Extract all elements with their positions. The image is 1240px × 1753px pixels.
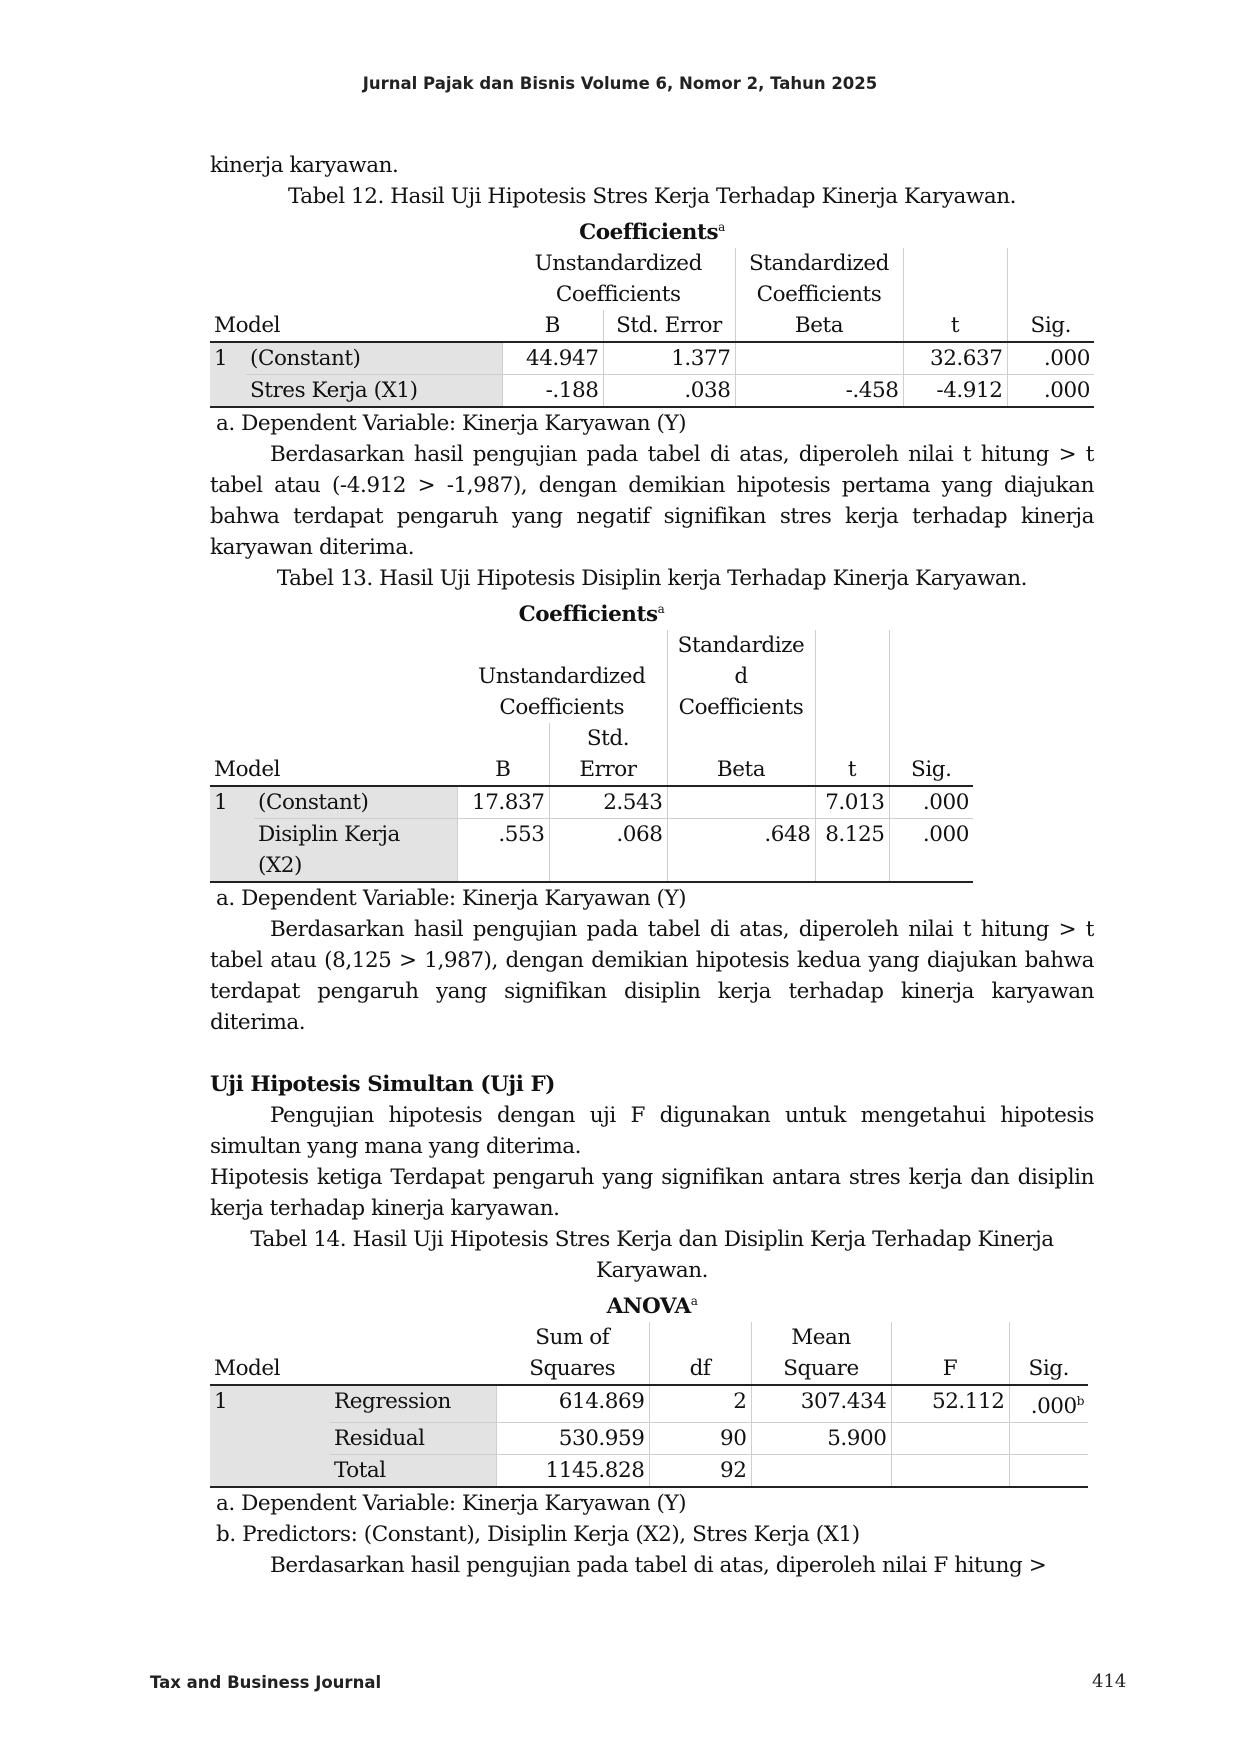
- table12-col-b: B: [544, 313, 560, 338]
- table13: [210, 630, 973, 883]
- page-number: 414: [1092, 1671, 1127, 1692]
- table14-note-b: b. Predictors: (Constant), Disiplin Kerja (X2), Stres Kerja (X1): [216, 1522, 860, 1547]
- table-row: Total 1145.828 92: [210, 1455, 1088, 1488]
- table-row: 1 (Constant) 44.947 1.377 32.637 .000: [210, 342, 1094, 375]
- table14-col-ss: Sum of Squares: [529, 1325, 616, 1381]
- table14-col-model: Model: [214, 1356, 281, 1381]
- table13-col-sig: Sig.: [889, 723, 973, 786]
- paragraph-2: Berdasarkan hasil pengujian pada tabel di atas, diperoleh nilai t hitung > t tabel atau (8,125 > 1,987), dengan demikian hipotesis kedua yang diajukan bahwa terdapat pengaruh yang signifikan disiplin kerja terhadap kinerja karyawan diterima.: [210, 917, 1094, 1035]
- table13-col-model: Model: [214, 757, 281, 782]
- table13-col-t: t: [815, 723, 889, 786]
- table14-note-a: a. Dependent Variable: Kinerja Karyawan (Y): [216, 1491, 687, 1516]
- table12-col-beta: Beta: [735, 310, 903, 342]
- section-heading: Uji Hipotesis Simultan (Uji F): [210, 1072, 556, 1097]
- table14-col-f: F: [891, 1322, 1009, 1385]
- table13-note: a. Dependent Variable: Kinerja Karyawan (Y): [216, 886, 687, 911]
- paragraph-1: Berdasarkan hasil pengujian pada tabel di atas, diperoleh nilai t hitung > t tabel atau (-4.912 > -1,987), dengan demikian hipotesis pertama yang diajukan bahwa terdapat pengaruh yang negatif signifikan stres kerja terhadap kinerja karyawan diterima.: [210, 442, 1094, 560]
- table-row: Residual 530.959 90 5.900: [210, 1423, 1088, 1455]
- table14-col-ms: Mean Square: [751, 1322, 891, 1385]
- table13-col-se: Std. Error: [549, 723, 667, 786]
- table13-col-beta: Beta: [667, 723, 815, 786]
- table12: [210, 248, 1094, 408]
- table13-col-b: B: [495, 757, 511, 782]
- page-content: [210, 150, 1094, 1581]
- table-row: Stres Kerja (X1) -.188 .038 -.458 -4.912 .000: [210, 375, 1094, 408]
- paragraph-3: Pengujian hipotesis dengan uji F digunakan untuk mengetahui hipotesis simultan yang mana yang diterima.: [210, 1103, 1094, 1159]
- table12-caption: Tabel 12. Hasil Uji Hipotesis Stres Kerja Terhadap Kinerja Karyawan.: [288, 184, 1016, 209]
- table13-title: Coefficients$^a$: [518, 602, 665, 627]
- table14: [210, 1322, 1088, 1488]
- table12-group-std: Standardized Coefficients: [735, 248, 903, 310]
- table12-col-se: Std. Error: [603, 310, 735, 342]
- table-row: 1 (Constant) 17.837 2.543 7.013 .000: [210, 786, 973, 819]
- table13-group-std: Standardize d Coefficients: [667, 630, 815, 723]
- table-row: 1 Regression 614.869 2 307.434 52.112 .000$^b$: [210, 1385, 1088, 1423]
- table12-col-model: Model: [214, 313, 281, 338]
- footer-journal: Tax and Business Journal: [150, 1673, 382, 1692]
- table14-col-df: df: [649, 1322, 751, 1385]
- table-row: Disiplin Kerja (X2) .553 .068 .648 8.125 .000: [210, 819, 973, 883]
- table12-col-sig: Sig.: [1007, 310, 1094, 342]
- table12-title: Coefficients$^a$: [579, 220, 725, 245]
- table12-group-unstd: Unstandardized Coefficients: [534, 251, 702, 307]
- table14-caption: Tabel 14. Hasil Uji Hipotesis Stres Kerja dan Disiplin Kerja Terhadap Kinerja Karyawan.: [250, 1227, 1054, 1283]
- paragraph-5: Berdasarkan hasil pengujian pada tabel di atas, diperoleh nilai F hitung >: [270, 1553, 1047, 1578]
- table12-col-t: t: [903, 310, 1007, 342]
- lead-text: kinerja karyawan.: [210, 153, 399, 178]
- table12-note: a. Dependent Variable: Kinerja Karyawan (Y): [216, 411, 687, 436]
- table14-col-sig: Sig.: [1009, 1322, 1088, 1385]
- table14-title: ANOVA$^a$: [606, 1294, 698, 1319]
- table13-caption: Tabel 13. Hasil Uji Hipotesis Disiplin kerja Terhadap Kinerja Karyawan.: [276, 566, 1028, 591]
- paragraph-4: Hipotesis ketiga Terdapat pengaruh yang signifikan antara stres kerja dan disiplin kerja terhadap kinerja karyawan.: [210, 1165, 1094, 1221]
- table13-group-unstd: Unstandardized Coefficients: [478, 664, 646, 720]
- running-header: Jurnal Pajak dan Bisnis Volume 6, Nomor 2, Tahun 2025: [362, 74, 878, 93]
